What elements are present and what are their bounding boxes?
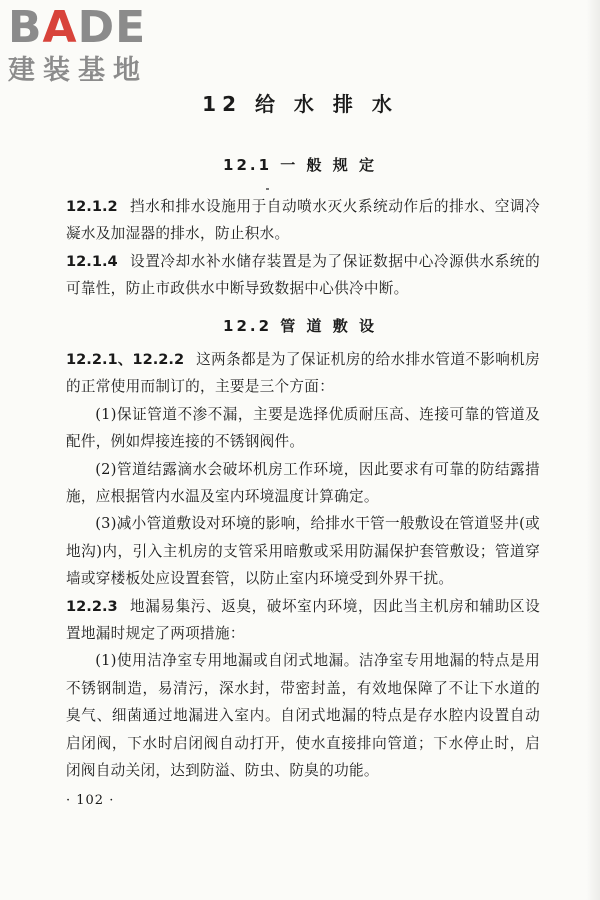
clause-12-1-2 bbox=[66, 193, 540, 248]
list-item-1: (1)保证管道不渗不漏，主要是选择优质耐压高、连接可靠的管道及配件，例如焊接连接的不锈钢阀件。 bbox=[66, 405, 540, 451]
logo-letter-a-accent: A bbox=[42, 2, 78, 53]
chapter-title: 12 给 水 排 水 bbox=[202, 92, 398, 116]
print-dot bbox=[266, 188, 269, 190]
list-item-2: (2)管道结露滴水会破坏机房工作环境，因此要求有可靠的防结露措施，应根据管内水温及室内环境温度计算确定。 bbox=[66, 460, 540, 506]
logo-subtitle: 建装基地 bbox=[8, 55, 148, 86]
clause-number: 12.1.2 bbox=[66, 198, 118, 215]
section-title-12-2: 12.2 管 道 敷 设 bbox=[223, 317, 377, 335]
page-edge-shadow bbox=[586, 0, 600, 900]
logo-wordmark bbox=[8, 2, 178, 53]
logo-letter-b: B bbox=[8, 2, 43, 53]
clause-number: 12.2.3 bbox=[66, 597, 118, 615]
page-number: · 102 · bbox=[66, 793, 115, 808]
logo-letters-de: DE bbox=[77, 2, 147, 53]
list-item-1-drain: (1)使用洁净室专用地漏或自闭式地漏。洁净室专用地漏的特点是用不锈钢制造，易清污，深水封，带密封盖，有效地保障了不让下水道的臭气、细菌通过地漏进入室内。自闭式地漏的特点是存水腔内设置自动启闭阀，下水时启闭阀自动打开，使水直接排向管道；下水停止时，启闭阀自动关闭，达到防溢、防虫、防臭的功能。 bbox=[66, 652, 540, 780]
clause-12-1-4 bbox=[66, 248, 540, 303]
clause-text: 设置冷却水补水储存装置是为了保证数据中心冷源供水系统的可靠性，防止市政供水中断导致数据中心供冷中断。 bbox=[66, 252, 540, 298]
bade-logo bbox=[8, 2, 178, 88]
clause-12-2-3 bbox=[66, 593, 540, 648]
section-title-12-1: 12.1 一 般 规 定 bbox=[223, 156, 377, 174]
list-item-3: (3)减小管道敷设对环境的影响，给排水干管一般敷设在管道竖井(或地沟)内，引入主机房的支管采用暗敷或采用防漏保护套管敷设；管道穿墙或穿楼板处应设置套管，以防止室内环境受到外界干扰。 bbox=[66, 515, 540, 588]
clause-number: 12.1.4 bbox=[66, 252, 118, 270]
clause-12-2-1-2 bbox=[66, 346, 540, 401]
section-12-2-body bbox=[66, 346, 540, 785]
section-12-1-body bbox=[66, 193, 540, 303]
clause-number: 12.2.1、12.2.2 bbox=[66, 351, 185, 368]
clause-text: 挡水和排水设施用于自动喷水灭火系统动作后的排水、空调冷凝水及加湿器的排水，防止积水。 bbox=[66, 198, 540, 243]
clause-text: 地漏易集污、返臭，破坏室内环境，因此当主机房和辅助区设置地漏时规定了两项措施： bbox=[66, 597, 540, 643]
clause-text: 这两条都是为了保证机房的给水排水管道不影响机房的正常使用而制订的，主要是三个方面： bbox=[66, 351, 540, 396]
